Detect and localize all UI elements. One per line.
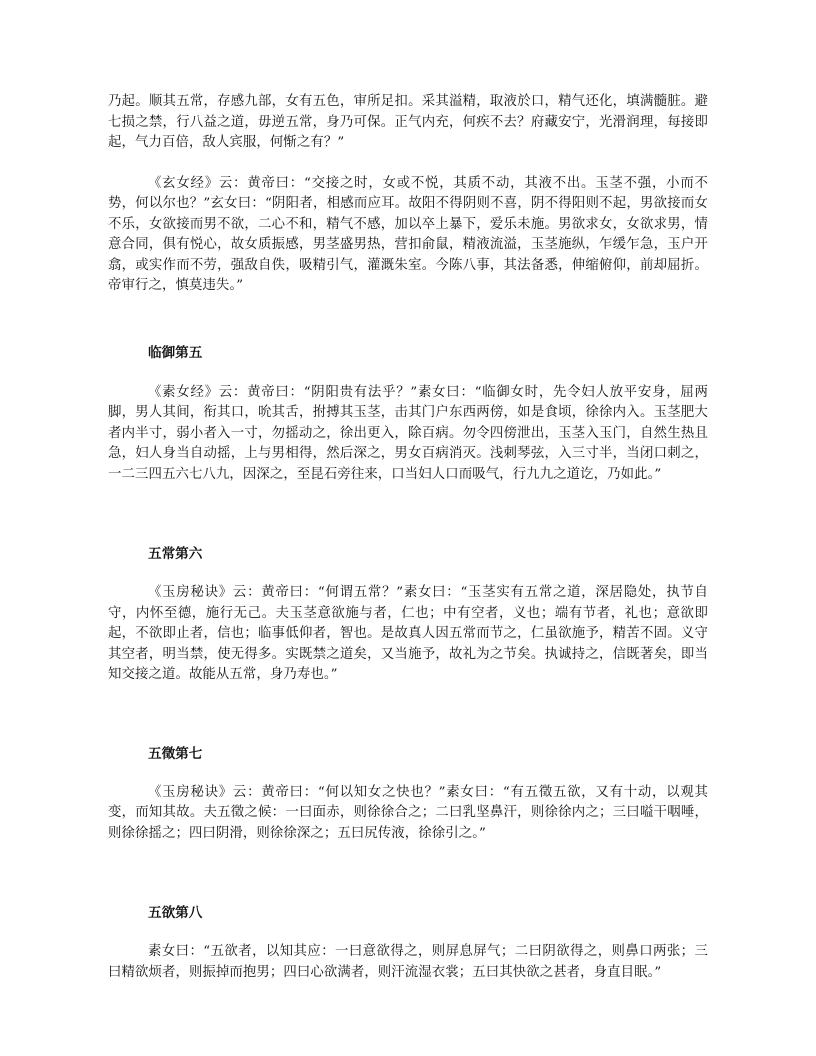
body-paragraph: 《玉房秘诀》云：黄帝曰：“何以知女之快也？”素女曰：“有五徵五欲，又有十动，以观其变，而知其故。夫五徵之候：一曰面赤，则徐徐合之；二曰乳坚鼻汗，则徐徐内之；三曰嗌干咽唾，则徐徐摇之；四曰阴滑，则徐徐深之；五曰尻传液，徐徐引之。” [108, 784, 708, 841]
body-paragraph: 《玄女经》云：黄帝曰：“交接之时，女或不悦，其质不动，其液不出。玉茎不强，小而不势，何以尔也？”玄女曰：“阴阳者，相感而应耳。故阳不得阴则不喜，阴不得阳则不起，男欲接而女不乐，女欲接而男不欲，二心不和，精气不感，加以卒上暴下，爱乐未施。男欲求女，女欲求男，情意合同，俱有悦心，故女质振感，男茎盛男热，营扣俞鼠，精液流溢，玉茎施纵，乍缓乍急，玉户开翕，或实作而不劳，强敌自佚，吸精引气，灌溉朱室。今陈八事，其法备悉，伸缩俯仰，前却屈折。帝审行之，慎莫违失。” [108, 175, 708, 293]
section-title: 临御第五 [148, 344, 203, 361]
section-title: 五常第六 [148, 546, 203, 562]
document-page [108, 92, 708, 983]
body-paragraph: 素女曰：“五欲者，以知其应：一曰意欲得之，则屏息屏气；二曰阴欲得之，则鼻口两张；三曰精欲烦者，则振掉而抱男；四曰心欲满者，则汗流湿衣裳；五曰其快欲之甚者，身直目眠。” [108, 944, 708, 980]
section-title: 五徵第七 [148, 745, 203, 762]
body-paragraph: 《素女经》云：黄帝曰：“阴阳贵有法乎？”素女曰：“临御女时，先令妇人放平安身，屈两脚，男人其间，衔其口，吮其舌，拊搏其玉茎，击其门户东西两傍，如是食顷，徐徐内入。玉茎肥大者内半寸，弱小者入一寸，勿摇动之，徐出更入，除百病。勿令四傍泄出，玉茎入玉门，自然生热且急，妇人身当自动摇，上与男相得，然后深之，男女百病消灭。浅刺琴弦，入三寸半，当闭口刺之，一二三四五六七八九，因深之，至昆石旁往来，口当妇人口而吸气，行九九之道讫，乃如此。” [108, 384, 708, 482]
section-title: 五欲第八 [148, 905, 203, 921]
body-paragraph: 《玉房秘诀》云：黄帝曰：“何谓五常？”素女曰：“玉茎实有五常之道，深居隐处，执节自守，内怀至德，施行无己。夫玉茎意欲施与者，仁也；中有空者，义也；端有节者，礼也；意欲即起，不欲即止者，信也；临事低仰者，智也。是故真人因五常而节之，仁虽欲施予，精苦不固。义守其空者，明当禁，使无得多。实既禁之道矣，又当施予，故礼为之节矣。执诚持之，信既著矣，即当知交接之道。故能从五常，身乃寿也。” [108, 585, 708, 682]
body-paragraph: 乃起。顺其五常，存感九部，女有五色，审所足扣。采其溢精，取液於口，精气还化，填满髓脏。避七损之禁，行八益之道，毋逆五常，身乃可保。正气内充，何疾不去？府藏安宁，光滑润理，每接即起，气力百倍，敌人宾服，何惭之有？” [108, 94, 708, 150]
